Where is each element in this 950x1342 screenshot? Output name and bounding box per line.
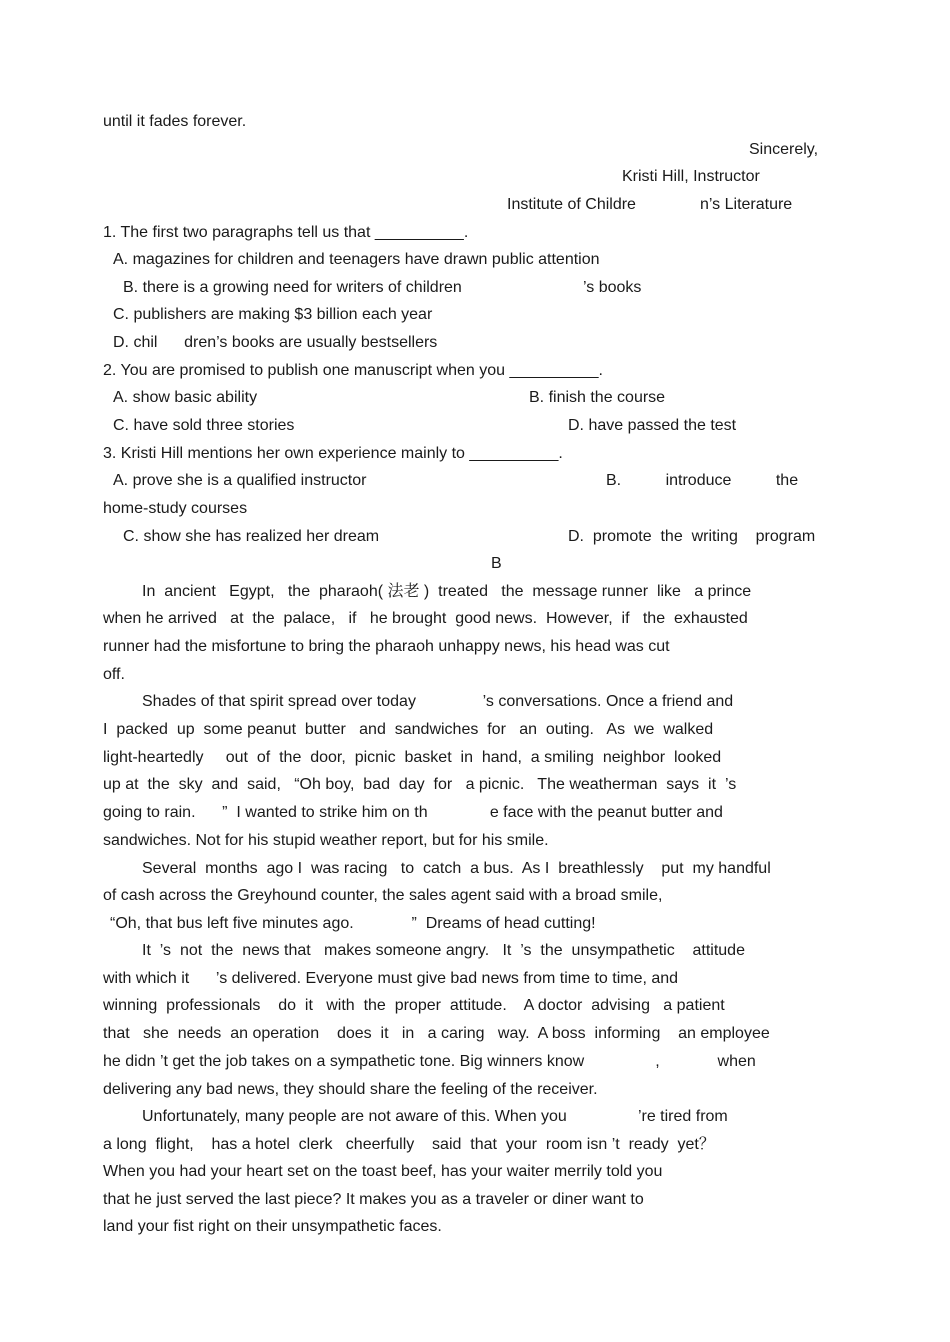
- passage-line: land your fist right on their unsympathetic faces.: [103, 1218, 442, 1235]
- passage-line: with which it ’s delivered. Everyone must give bad news from time to time, and: [103, 970, 679, 987]
- passage-line: When you had your heart set on the toast beef, has your waiter merrily told you: [103, 1163, 663, 1180]
- question-1-option-a: A. magazines for children and teenagers have drawn public attention: [113, 251, 600, 268]
- question-2-option-d: D. have passed the test: [568, 417, 737, 434]
- question-3-option-b: B. introduce the: [606, 472, 799, 489]
- question-3-option-c: C. show she has realized her dream: [123, 528, 380, 545]
- question-1-stem: 1. The first two paragraphs tell us that __________.: [103, 224, 469, 241]
- passage-line: Shades of that spirit spread over today ’s conversations. Once a friend and: [142, 693, 734, 710]
- letter-closing-line: until it fades forever.: [103, 113, 247, 130]
- passage-line: delivering any bad news, they should share the feeling of the receiver.: [103, 1081, 598, 1098]
- letter-valediction: Sincerely,: [749, 141, 819, 158]
- question-2-option-a: A. show basic ability: [113, 389, 258, 406]
- section-label-b: B: [491, 555, 502, 572]
- passage-line: winning professionals do it with the proper attitude. A doctor advising a patient: [103, 997, 725, 1014]
- passage-line: that she needs an operation does it in a caring way. A boss informing an employee: [103, 1025, 770, 1042]
- passage-line: I packed up some peanut butter and sandwiches for an outing. As we walked: [103, 721, 714, 738]
- passage-line: that he just served the last piece? It makes you as a traveler or diner want to: [103, 1191, 644, 1208]
- question-2-option-c: C. have sold three stories: [113, 417, 295, 434]
- question-2-option-b: B. finish the course: [529, 389, 666, 406]
- passage-line: Several months ago I was racing to catch a bus. As I breathlessly put my handful: [142, 860, 771, 877]
- letter-institute-part2: n’s Literature: [700, 196, 793, 213]
- question-1-option-d: D. chil dren’s books are usually bestsellers: [113, 334, 438, 351]
- passage-line: Unfortunately, many people are not aware of this. When you ’re tired from: [142, 1108, 728, 1125]
- question-2-stem: 2. You are promised to publish one manuscript when you __________.: [103, 362, 603, 379]
- passage-line: he didn ’t get the job takes on a sympathetic tone. Big winners know , when: [103, 1053, 756, 1070]
- passage-line: runner had the misfortune to bring the pharaoh unhappy news, his head was cut: [103, 638, 670, 655]
- passage-line: It ’s not the news that makes someone angry. It ’s the unsympathetic attitude: [142, 942, 745, 959]
- passage-line: when he arrived at the palace, if he brought good news. However, if the exhausted: [103, 610, 748, 627]
- passage-line: In ancient Egypt, the pharaoh( 法老 ) treated the message runner like a prince: [142, 583, 752, 600]
- passage-line: a long flight, has a hotel clerk cheerfully said that your room isn ’t ready yet？: [103, 1136, 715, 1153]
- passage-line: light-heartedly out of the door, picnic basket in hand, a smiling neighbor looked: [103, 749, 722, 766]
- question-3-option-d: D. promote the writing program: [568, 528, 816, 545]
- passage-line: up at the sky and said, “Oh boy, bad day for a picnic. The weatherman says it ’s: [103, 776, 737, 793]
- question-1-option-b: B. there is a growing need for writers of children: [123, 279, 462, 296]
- passage-line: “Oh, that bus left five minutes ago. ” Dreams of head cutting!: [110, 915, 596, 932]
- question-3-stem: 3. Kristi Hill mentions her own experience mainly to __________.: [103, 445, 563, 462]
- passage-line: off.: [103, 666, 125, 683]
- letter-signature: Kristi Hill, Instructor: [622, 168, 760, 185]
- question-1-option-b-end: ’s books: [583, 279, 642, 296]
- question-1-option-c: C. publishers are making $3 billion each year: [113, 306, 433, 323]
- passage-line: of cash across the Greyhound counter, the sales agent said with a broad smile,: [103, 887, 663, 904]
- question-3-option-a: A. prove she is a qualified instructor: [113, 472, 367, 489]
- passage-line: going to rain. ” I wanted to strike him on th e face with the peanut butter and: [103, 804, 723, 821]
- letter-institute-part1: Institute of Childre: [507, 196, 636, 213]
- question-3-option-b-continued: home-study courses: [103, 500, 248, 517]
- passage-line: sandwiches. Not for his stupid weather report, but for his smile.: [103, 832, 549, 849]
